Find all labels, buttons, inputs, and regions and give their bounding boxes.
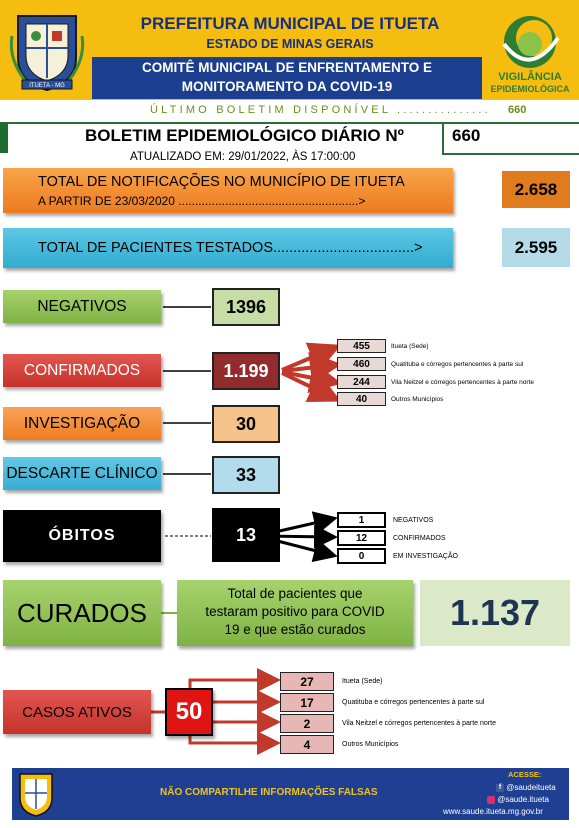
ativos-item-value: 17 bbox=[280, 693, 334, 712]
confirmados-item-label: Itueta (Sede) bbox=[391, 343, 429, 350]
ativos-item-label: Outros Municípios bbox=[342, 741, 399, 748]
ativos-item-label: Vila Neitzel e córregos pertencentes à parte norte bbox=[342, 720, 496, 727]
ativos-item-label: Quatituba e córregos pertencentes à parte sul bbox=[342, 699, 485, 706]
facebook-icon: f bbox=[496, 784, 504, 792]
confirmados-item-value: 40 bbox=[337, 392, 386, 406]
obitos-item-value: 0 bbox=[337, 548, 386, 564]
descarte-clinico-label: DESCARTE CLÍNICO bbox=[3, 457, 161, 490]
confirmados-item-value: 455 bbox=[337, 339, 386, 353]
curados-desc-line2: testaram positivo para COVID bbox=[205, 604, 385, 619]
obitos-item-label: NEGATIVOS bbox=[393, 517, 434, 524]
investigacao-label: INVESTIGAÇÃO bbox=[3, 407, 161, 440]
investigacao-value: 30 bbox=[212, 405, 280, 443]
committee-line-1: COMITÊ MUNICIPAL DE ENFRENTAMENTO E bbox=[141, 60, 432, 75]
ultimo-boletim-number: 660 bbox=[508, 104, 527, 116]
ativos-item-value: 27 bbox=[280, 672, 334, 691]
curados-desc-line1: Total de pacientes que bbox=[227, 586, 363, 601]
vig-logo-line2: EPIDEMIOLÓGICA bbox=[490, 84, 570, 94]
vig-logo-line1: VIGILÂNCIA bbox=[498, 71, 562, 83]
confirmados-label: CONFIRMADOS bbox=[3, 354, 161, 387]
curados-desc-line3: 19 e que estão curados bbox=[224, 622, 366, 637]
website-link[interactable]: www.saude.itueta.mg.gov.br bbox=[443, 807, 543, 816]
page-title: PREFEITURA MUNICIPAL DE ITUETA bbox=[140, 14, 440, 33]
confirmados-item-label: Outros Municípios bbox=[391, 396, 444, 403]
ativos-arrow-1 bbox=[190, 680, 275, 688]
boletim-number: 660 bbox=[452, 126, 481, 145]
total-tested-label: TOTAL DE PACIENTES TESTADOS...................................> bbox=[38, 240, 423, 256]
curados-value: 1.137 bbox=[420, 580, 570, 646]
obitos-item-label: EM INVESTIGAÇÃO bbox=[393, 553, 458, 560]
obitos-label: ÓBITOS bbox=[3, 510, 161, 562]
footer-acesse-label: ACESSE: bbox=[508, 770, 542, 779]
instagram-link[interactable] bbox=[487, 795, 549, 804]
obitos-item-value: 1 bbox=[337, 512, 386, 528]
crest-banner-text: ITUETA - MG bbox=[29, 83, 65, 89]
ativos-item-label: Itueta (Sede) bbox=[342, 678, 383, 685]
instagram-icon bbox=[487, 796, 495, 804]
confirmados-item-value: 244 bbox=[337, 375, 386, 389]
confirmados-item-label: Quatituba e córregos pertencentes à parte sul bbox=[391, 361, 524, 368]
ativos-item-value: 2 bbox=[280, 714, 334, 733]
confirmados-value: 1.199 bbox=[212, 352, 280, 390]
casos-ativos-label: CASOS ATIVOS bbox=[3, 690, 151, 734]
obitos-item-label: CONFIRMADOS bbox=[393, 535, 446, 542]
descarte-clinico-value: 33 bbox=[212, 456, 280, 494]
negativos-value: 1396 bbox=[212, 288, 280, 326]
committee-line-2: MONITORAMENTO DA COVID-19 bbox=[181, 79, 393, 94]
total-notifications-since: A PARTIR DE 23/03/2020 ......................................................> bbox=[38, 194, 366, 208]
total-tested-value: 2.595 bbox=[502, 228, 570, 267]
facebook-handle: @saudeitueta bbox=[506, 783, 556, 792]
boletim-title: BOLETIM EPIDEMIOLÓGICO DIÁRIO Nº bbox=[85, 126, 404, 145]
curados-description bbox=[177, 580, 413, 646]
obitos-item-value: 12 bbox=[337, 530, 386, 546]
obitos-value: 13 bbox=[212, 508, 280, 562]
instagram-handle: @saude.itueta bbox=[497, 795, 549, 804]
total-notifications-label: TOTAL DE NOTIFICAÇÕES NO MUNICÍPIO DE ITUETA bbox=[38, 174, 405, 190]
ativos-item-value: 4 bbox=[280, 735, 334, 754]
updated-timestamp: ATUALIZADO EM: 29/01/2022, ÀS 17:00:00 bbox=[130, 151, 356, 163]
state-subtitle: ESTADO DE MINAS GERAIS bbox=[206, 37, 374, 51]
casos-ativos-value: 50 bbox=[165, 688, 213, 736]
fake-news-warning: NÃO COMPARTILHE INFORMAÇÕES FALSAS bbox=[160, 787, 378, 798]
confirmados-item-label: Vila Neitzel e córregos pertencentes à parte norte bbox=[391, 379, 534, 386]
curados-label: CURADOS bbox=[3, 580, 161, 646]
facebook-link[interactable] bbox=[496, 783, 556, 792]
negativos-label: NEGATIVOS bbox=[3, 290, 161, 323]
confirmados-item-value: 460 bbox=[337, 357, 386, 371]
ultimo-boletim-label: ÚLTIMO BOLETIM DISPONÍVEL ............... bbox=[150, 104, 491, 116]
total-notifications-value: 2.658 bbox=[502, 171, 570, 208]
ativos-arrow-4 bbox=[190, 736, 275, 743]
footer-crest-icon bbox=[14, 770, 58, 818]
